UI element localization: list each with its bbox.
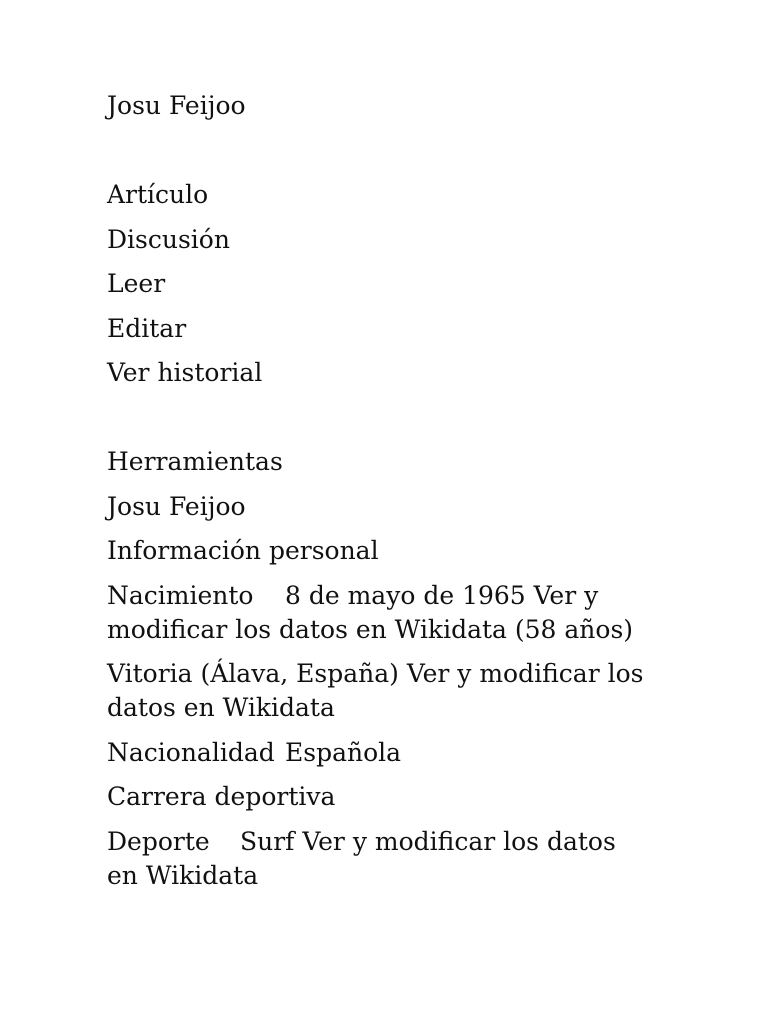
infobox-section-personal: Información personal (107, 536, 379, 565)
infobox-row-sport (107, 825, 647, 893)
infobox-section-sport: Carrera deportiva (107, 782, 336, 811)
tab-article[interactable]: Artículo (107, 180, 209, 209)
document-page (107, 89, 647, 903)
tab-read[interactable]: Leer (107, 269, 166, 298)
nationality-value: Española (285, 737, 402, 767)
page-title: Josu Feijoo (107, 91, 246, 120)
infobox-row-nationality (107, 736, 647, 770)
tab-history[interactable]: Ver historial (107, 358, 263, 387)
nationality-label: Nacionalidad (107, 737, 275, 767)
tools-menu[interactable]: Herramientas (107, 447, 283, 476)
tab-edit[interactable]: Editar (107, 313, 187, 343)
sport-value: Surf Ver y modificar los datos en Wikidata (107, 826, 616, 890)
infobox-birth-place: Vitoria (Álava, España) Ver y modificar los datos en Wikidata (107, 659, 644, 722)
birth-value: 8 de mayo de 1965 Ver y modificar los datos en Wikidata (58 años) (107, 580, 634, 644)
birth-label: Nacimiento (107, 580, 254, 610)
tab-discussion[interactable]: Discusión (107, 224, 230, 254)
infobox-row-birth (107, 579, 647, 647)
sport-label: Deporte (107, 826, 210, 856)
infobox-name: Josu Feijoo (107, 491, 246, 521)
